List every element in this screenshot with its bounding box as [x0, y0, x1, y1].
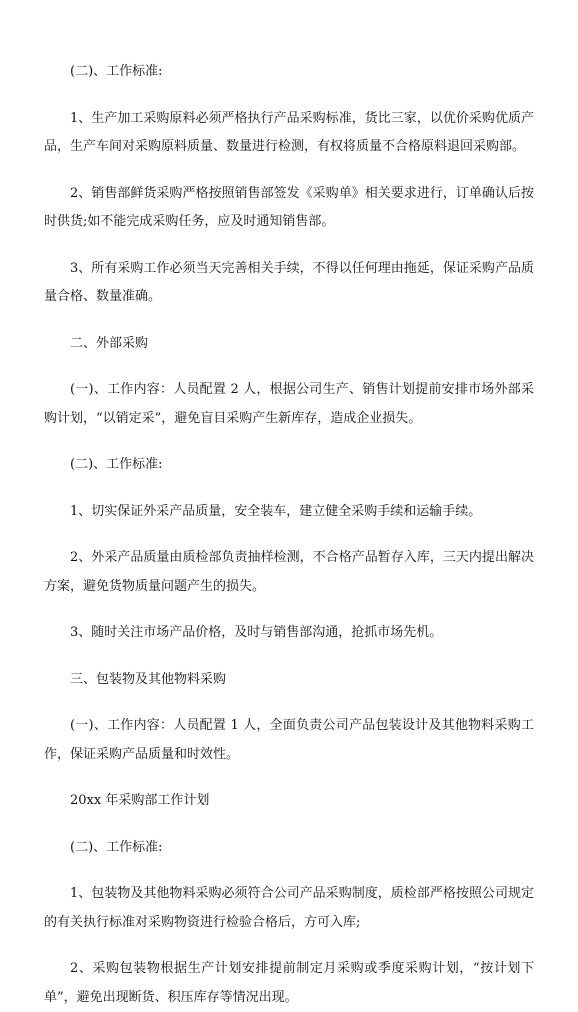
paragraph-item-1: 1、切实保证外采产品质量，安全装车，建立健全采购手续和运输手续。	[70, 503, 482, 519]
section-heading-work-standard: (二)、工作标准:	[70, 64, 163, 79]
section-heading-work-standard: (二)、工作标准:	[70, 839, 163, 855]
section-heading-packaging-purchase: 三、包装物及其他物料采购	[70, 671, 227, 687]
paragraph-work-content: (一)、工作内容：人员配置 2 人，根据公司生产、销售计划提前安排市场外部采购计划，“以销定采”，避免盲目采购产生新库存，造成企业损失。	[44, 382, 534, 426]
paragraph-item-2: 2、销售部鲜货采购严格按照销售部签发《采购单》相关要求进行，订单确认后按时供货;如不能完成采购任务，应及时通知销售部。	[44, 185, 534, 229]
paragraph-item-3: 3、随时关注市场产品价格，及时与销售部沟通，抢抓市场先机。	[70, 625, 443, 640]
section-heading-external-purchase: 二、外部采购	[70, 335, 149, 351]
document-title-line: 20xx 年采购部工作计划	[70, 793, 210, 808]
paragraph-item-2: 2、外采产品质量由质检部负责抽样检测，不合格产品暂存入库，三天内提出解决方案，避免货物质量问题产生的损失。	[44, 550, 534, 594]
paragraph-item-2: 2、采购包装物根据生产计划安排提前制定月采购或季度采购计划，“按计划下单”，避免出现断货、积压库存等情况出现。	[44, 961, 534, 1005]
paragraph-item-3: 3、所有采购工作必须当天完善相关手续，不得以任何理由拖延，保证采购产品质量合格、数量准确。	[44, 260, 534, 304]
paragraph-item-1: 1、生产加工采购原料必须严格执行产品采购标准，货比三家，以优价采购优质产品，生产车间对采购原料质量、数量进行检测，有权将质量不合格原料退回采购部。	[44, 110, 534, 154]
section-heading-work-standard: (二)、工作标准:	[70, 457, 163, 472]
paragraph-item-1: 1、包装物及其他物料采购必须符合公司产品采购制度，质检部严格按照公司规定的有关执行标准对采购物资进行检验合格后，方可入库;	[44, 886, 534, 930]
paragraph-work-content: (一)、工作内容：人员配置 1 人，全面负责公司产品包装设计及其他物料采购工作，保证采购产品质量和时效性。	[44, 718, 534, 762]
